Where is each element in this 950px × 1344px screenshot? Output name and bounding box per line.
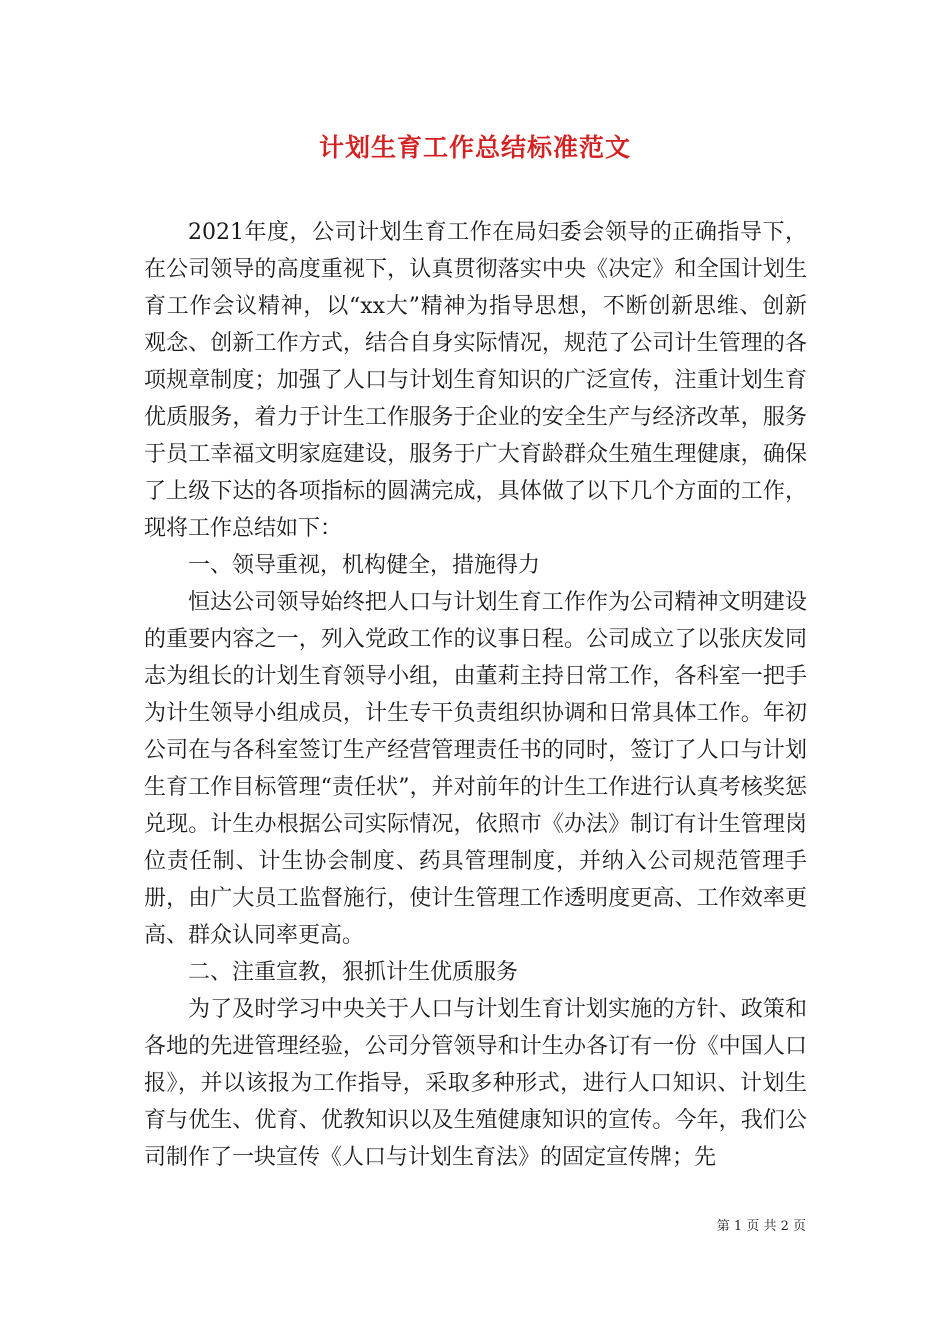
section-heading-2: 二、注重宣教，狠抓计生优质服务 — [188, 960, 519, 985]
page-number-footer: 第 1 页 共 2 页 — [716, 1219, 806, 1234]
section-2-paragraph: 为了及时学习中央关于人口与计划生育计划实施的方针、政策和各地的先进管理经验，公司分管领导和计生办各订有一份《中国人口报》，并以该报为工作指导，采取多种形式，进行人口知识、计划生育与优生、优育、优教知识以及生殖健康知识的宣传。今年，我们公司制作了一块宣传《人口与计划生育法》的固定宣传牌；先 — [144, 997, 807, 1170]
document-body — [144, 214, 807, 1176]
intro-paragraph: 2021年度，公司计划生育工作在局妇委会领导的正确指导下，在公司领导的高度重视下，认真贯彻落实中央《决定》和全国计划生育工作会议精神，以“xx大”精神为指导思想，不断创新思维、创新观念、创新工作方式，结合自身实际情况，规范了公司计生管理的各项规章制度；加强了人口与计划生育知识的广泛宣传，注重计划生育优质服务，着力于计生工作服务于企业的安全生产与经济改革，服务于员工幸福文明家庭建设，服务于广大育龄群众生殖生理健康，确保了上级下达的各项指标的圆满完成，具体做了以下几个方面的工作，现将工作总结如下： — [144, 220, 807, 541]
document-title: 计划生育工作总结标准范文 — [318, 133, 631, 162]
section-1-paragraph: 恒达公司领导始终把人口与计划生育工作作为公司精神文明建设的重要内容之一，列入党政工作的议事日程。公司成立了以张庆发同志为组长的计划生育领导小组，由董莉主持日常工作，各科室一把手为计生领导小组成员，计生专干负责组织协调和日常具体工作。年初公司在与各科室签订生产经营管理责任书的同时，签订了人口与计划生育工作目标管理“责任状”，并对前年的计生工作进行认真考核奖惩兑现。计生办根据公司实际情况，依照市《办法》制订有计生管理岗位责任制、计生协会制度、药具管理制度，并纳入公司规范管理手册，由广大员工监督施行，使计生管理工作透明度更高、工作效率更高、群众认同率更高。 — [144, 590, 807, 948]
section-heading-1: 一、领导重视，机构健全，措施得力 — [188, 553, 541, 578]
